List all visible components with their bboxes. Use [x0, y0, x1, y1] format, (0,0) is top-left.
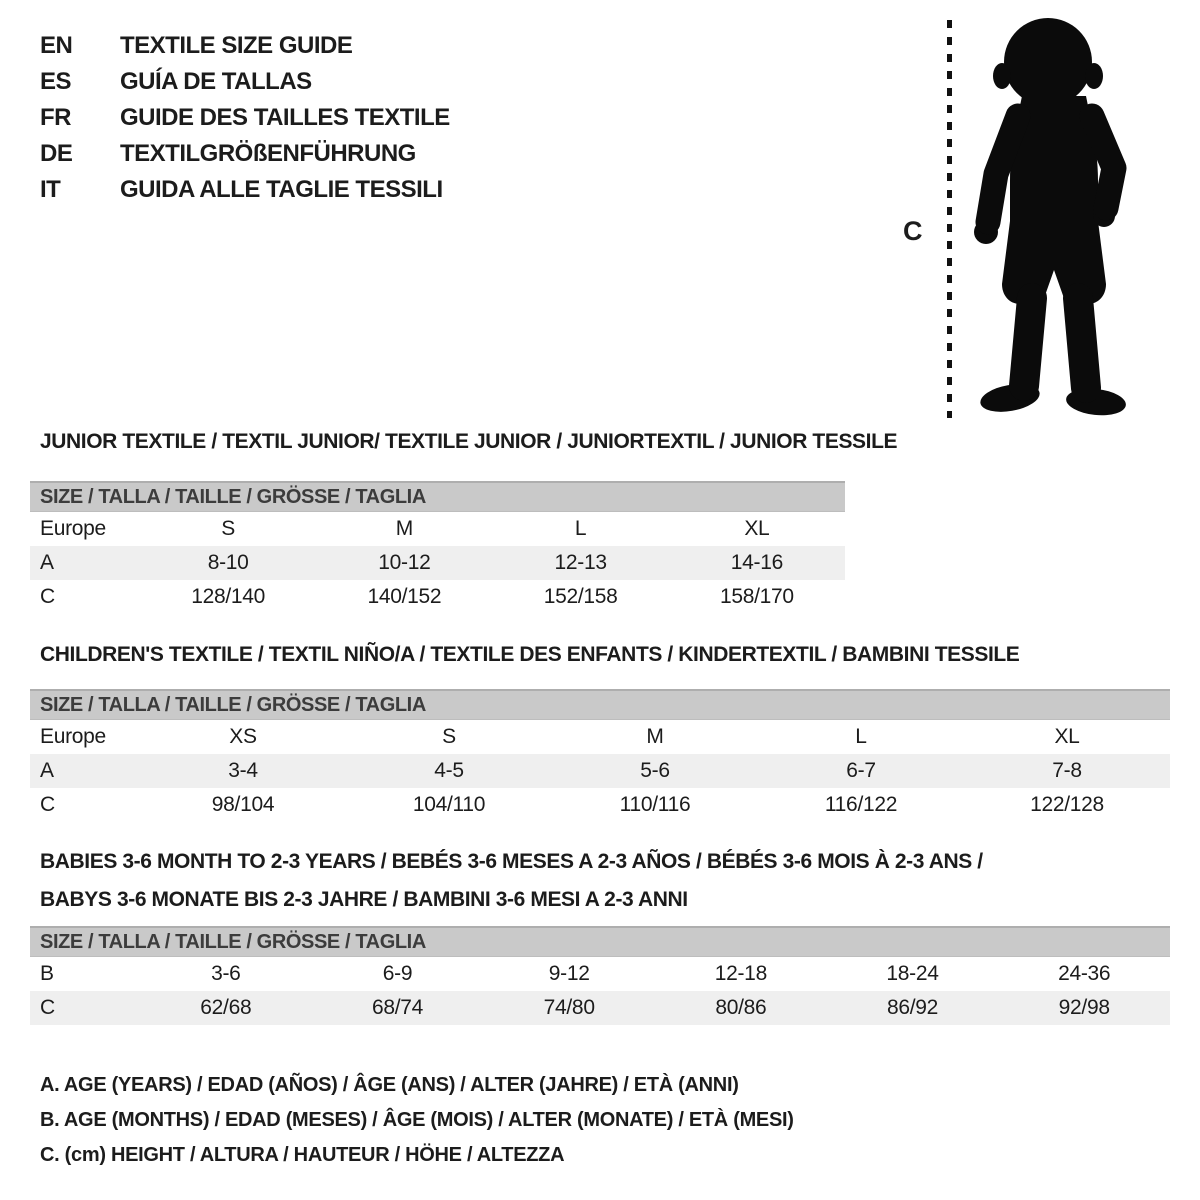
column-header: L	[855, 725, 867, 748]
table-cell: 62/68	[200, 996, 252, 1019]
language-code: DE	[40, 140, 73, 167]
column-header: XS	[229, 725, 257, 748]
table-cell: 3-6	[211, 962, 241, 985]
row-label: C	[40, 996, 55, 1019]
legend	[40, 1068, 794, 1173]
row-label: B	[40, 962, 54, 985]
table-cell: 10-12	[378, 551, 431, 574]
table-cell: 104/110	[412, 793, 486, 816]
language-title: GUIDE DES TAILLES TEXTILE	[120, 104, 450, 131]
table-cell: 12-18	[714, 962, 767, 985]
table-cell: 68/74	[371, 996, 424, 1019]
language-title: GUIDA ALLE TAGLIE TESSILI	[120, 176, 443, 203]
children-size-header-bar: SIZE / TALLA / TAILLE / GRÖSSE / TAGLIA	[30, 689, 1170, 720]
row-label: C	[40, 585, 55, 608]
table-cell: 8-10	[207, 551, 249, 574]
row-label: C	[40, 793, 55, 816]
babies-row-b	[30, 957, 1170, 991]
junior-section-title: JUNIOR TEXTILE / TEXTIL JUNIOR/ TEXTILE JUNIOR / JUNIORTEXTIL / JUNIOR TESSILE	[40, 430, 898, 453]
table-cell: 24-36	[1058, 962, 1111, 985]
language-row	[40, 136, 450, 172]
column-header: XL	[744, 517, 770, 540]
table-cell: 152/158	[543, 585, 618, 608]
height-measure-dashed-line	[947, 20, 952, 418]
language-title: GUÍA DE TALLAS	[120, 68, 312, 95]
table-cell: 92/98	[1058, 996, 1110, 1019]
language-code: FR	[40, 104, 71, 131]
junior-row-a	[30, 546, 845, 580]
table-cell: 6-9	[382, 962, 413, 985]
language-row	[40, 172, 450, 208]
legend-line-c: C. (cm) HEIGHT / ALTURA / HAUTEUR / HÖHE / ALTEZZA	[40, 1144, 565, 1166]
language-code: IT	[40, 176, 61, 203]
legend-line-b: B. AGE (MONTHS) / EDAD (MESES) / ÂGE (MOIS) / ALTER (MONATE) / ETÀ (MESI)	[40, 1109, 794, 1131]
table-cell: 74/80	[543, 996, 595, 1019]
children-row-a	[30, 754, 1170, 788]
table-cell: 110/116	[619, 793, 691, 816]
junior-size-header-bar: SIZE / TALLA / TAILLE / GRÖSSE / TAGLIA	[30, 481, 845, 512]
babies-section-title-line1: BABIES 3-6 MONTH TO 2-3 YEARS / BEBÉS 3-6 MESES A 2-3 AÑOS / BÉBÉS 3-6 MOIS À 2-3 ANS /	[40, 850, 983, 873]
table-cell: 3-4	[228, 759, 258, 782]
babies-size-header-bar: SIZE / TALLA / TAILLE / GRÖSSE / TAGLIA	[30, 926, 1170, 957]
toddler-silhouette	[960, 16, 1145, 420]
table-cell: 7-8	[1052, 759, 1082, 782]
table-cell: 6-7	[846, 759, 876, 782]
row-label: A	[40, 759, 54, 782]
junior-row-c	[30, 580, 845, 614]
language-title: TEXTILE SIZE GUIDE	[120, 32, 353, 59]
junior-columns-row	[30, 512, 845, 546]
toddler-silhouette-icon	[960, 16, 1145, 420]
language-list	[40, 28, 450, 208]
column-header: M	[395, 517, 413, 540]
language-title: TEXTILGRÖßENFÜHRUNG	[120, 140, 416, 167]
table-cell: 86/92	[886, 996, 939, 1019]
babies-section-title-line2: BABYS 3-6 MONATE BIS 2-3 JAHRE / BAMBINI 3-6 MESI A 2-3 ANNI	[40, 888, 688, 911]
table-cell: 140/152	[367, 585, 442, 608]
table-cell: 122/128	[1030, 793, 1104, 816]
row-label: A	[40, 551, 54, 574]
language-row	[40, 100, 450, 136]
table-cell: 158/170	[719, 585, 794, 608]
height-measure-label: C	[903, 216, 923, 246]
children-columns-row	[30, 720, 1170, 754]
table-cell: 14-16	[730, 551, 783, 574]
table-cell: 4-5	[434, 759, 464, 782]
column-header: L	[574, 517, 587, 540]
column-header: M	[646, 725, 664, 748]
children-table	[30, 689, 1170, 822]
column-header: S	[442, 725, 456, 748]
babies-table	[30, 926, 1170, 1025]
children-row-c	[30, 788, 1170, 822]
language-code: ES	[40, 68, 72, 95]
children-section-title: CHILDREN'S TEXTILE / TEXTIL NIÑO/A / TEXTILE DES ENFANTS / KINDERTEXTIL / BAMBINI TESSILE	[40, 643, 1020, 666]
language-row	[40, 28, 450, 64]
column-header: XL	[1054, 725, 1080, 748]
table-cell: 80/86	[715, 996, 767, 1019]
junior-table	[30, 481, 845, 614]
table-cell: 116/122	[824, 793, 898, 816]
column-header: S	[221, 517, 235, 540]
table-cell: 9-12	[548, 962, 590, 985]
table-cell: 5-6	[640, 759, 670, 782]
legend-line-a: A. AGE (YEARS) / EDAD (AÑOS) / ÂGE (ANS) / ALTER (JAHRE) / ETÀ (ANNI)	[40, 1074, 739, 1096]
table-cell: 128/140	[191, 585, 266, 608]
column-header: Europe	[40, 517, 106, 540]
column-header: Europe	[40, 725, 106, 748]
table-cell: 12-13	[554, 551, 607, 574]
language-code: EN	[40, 32, 73, 59]
language-row	[40, 64, 450, 100]
table-cell: 98/104	[211, 793, 275, 816]
babies-row-c	[30, 991, 1170, 1025]
table-cell: 18-24	[886, 962, 939, 985]
